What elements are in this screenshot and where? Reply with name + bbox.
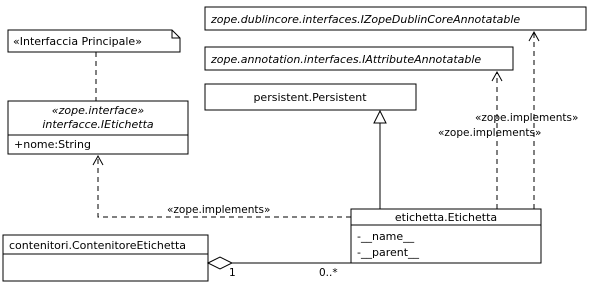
implements-label-dublincore: «zope.implements» (475, 112, 579, 124)
note-text: «Interfaccia Principale» (13, 35, 142, 48)
class-contenitore-etichetta[interactable] (3, 235, 208, 281)
implements-label-annotatable: «zope.implements» (438, 127, 542, 139)
ietichetta-attribute: +nome:String (14, 138, 91, 151)
realization-attribute-annotatable (438, 72, 541, 209)
class-attribute-annotatable[interactable] (205, 47, 513, 70)
multiplicity-source: 1 (229, 267, 236, 279)
ietichetta-stereotype: «zope.interface» (51, 104, 145, 117)
dublincore-name: zope.dublincore.interfaces.IZopeDublinCoreAnnotatable (211, 13, 521, 26)
generalization-persistent (374, 111, 386, 209)
contenitore-name: contenitori.ContenitoreEtichetta (9, 239, 187, 252)
class-dublincore-annotatable[interactable] (205, 7, 586, 30)
realization-ietichetta (98, 156, 351, 217)
attribute-annotatable-name: zope.annotation.interfaces.IAttributeAnnotatable (211, 53, 482, 66)
aggregation-contenitore-etichetta (208, 257, 351, 279)
multiplicity-target: 0..* (319, 267, 338, 279)
class-ietichetta[interactable] (8, 101, 188, 154)
implements-label-ietichetta: «zope.implements» (167, 204, 271, 216)
persistent-name: persistent.Persistent (253, 91, 367, 104)
note-interfaccia-principale[interactable] (8, 30, 180, 52)
etichetta-attribute-name: -__name__ (357, 230, 415, 243)
etichetta-name: etichetta.Etichetta (394, 211, 498, 224)
class-etichetta[interactable] (351, 209, 541, 263)
ietichetta-name: interfacce.IEtichetta (42, 118, 154, 131)
class-persistent[interactable] (205, 84, 416, 110)
etichetta-attribute-parent: -__parent__ (357, 246, 420, 259)
